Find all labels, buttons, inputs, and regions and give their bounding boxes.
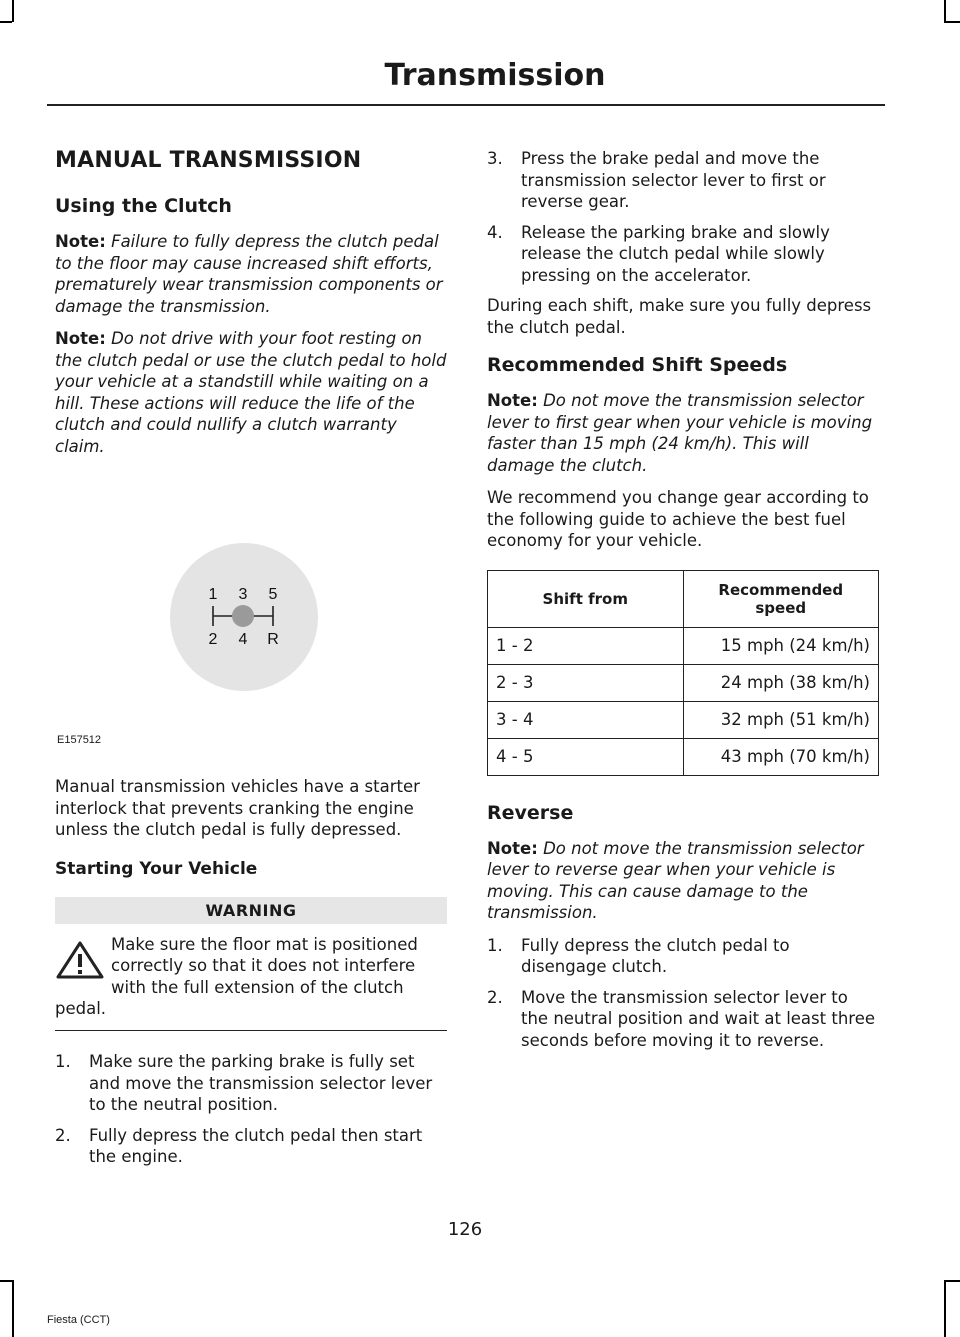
page-header-title: Transmission xyxy=(384,58,606,93)
page-number: 126 xyxy=(447,1219,483,1240)
table-cell: 1 - 2 xyxy=(488,627,684,664)
footer-model: Fiesta (CCT) xyxy=(47,1314,110,1326)
step-number: 2. xyxy=(487,987,503,1007)
note-text: Do not move the transmission selector lever to first gear when your vehicle is moving faster than 15 mph (24 km/h). This will damage the clutch. xyxy=(487,391,873,475)
step-number: 4. xyxy=(487,222,503,242)
right-column xyxy=(487,148,879,1060)
step-text: Make sure the parking brake is fully set and move the transmission selector lever to the neutral position. xyxy=(89,1052,433,1114)
list-item xyxy=(487,222,879,287)
table-row xyxy=(488,738,879,775)
list-item xyxy=(487,987,879,1052)
gear-label: 5 xyxy=(268,586,278,603)
note-label: Note: xyxy=(487,838,538,858)
reverse-title: Reverse xyxy=(487,801,574,824)
note-label: Note: xyxy=(55,329,106,348)
table-cell: 4 - 5 xyxy=(488,738,684,775)
warning-box xyxy=(55,897,447,1032)
left-column xyxy=(55,140,447,1177)
shift-speed-table xyxy=(487,570,879,776)
shift-paragraph: During each shift, make sure you fully depress the clutch pedal. xyxy=(487,296,872,337)
step-text: Fully depress the clutch pedal then start the engine. xyxy=(89,1125,423,1166)
recommended-note xyxy=(487,390,879,476)
gear-pattern-figure xyxy=(55,468,447,768)
list-item xyxy=(55,1051,447,1116)
table-cell: 15 mph (24 km/h) xyxy=(683,627,879,664)
subsection-title: Using the Clutch xyxy=(55,195,232,217)
step-text: Fully depress the clutch pedal to disengage clutch. xyxy=(521,935,790,976)
note-text: Do not drive with your foot resting on the clutch pedal or use the clutch pedal to hold your vehicle at a standstill while waiting on a hill. These actions will reduce the life of the clutch and could nullify a clutch warranty claim. xyxy=(55,329,447,456)
reverse-steps xyxy=(487,935,879,1052)
starting-title: Starting Your Vehicle xyxy=(55,858,258,879)
crop-mark xyxy=(0,1280,12,1282)
step-number: 1. xyxy=(487,935,503,955)
table-cell: 32 mph (51 km/h) xyxy=(683,701,879,738)
warning-text: Make sure the floor mat is positioned correctly so that it does not interfere with the full extension of the clutch pedal. xyxy=(55,934,418,1018)
step-number: 2. xyxy=(55,1125,71,1145)
step-text: Release the parking brake and slowly release the clutch pedal while slowly pressing on the accelerator. xyxy=(521,222,830,285)
table-row xyxy=(488,664,879,701)
table-cell: 43 mph (70 km/h) xyxy=(683,738,879,775)
warning-divider xyxy=(55,1030,447,1032)
list-item xyxy=(487,148,879,213)
recommended-shift-title: Recommended Shift Speeds xyxy=(487,354,788,376)
step-text: Move the transmission selector lever to the neutral position and wait at least three seconds before moving it to reverse. xyxy=(521,987,876,1050)
table-cell: 3 - 4 xyxy=(488,701,684,738)
starting-steps-continued xyxy=(487,148,879,286)
warning-body xyxy=(55,924,447,1020)
gear-label: 4 xyxy=(238,631,248,648)
table-row xyxy=(488,701,879,738)
crop-mark xyxy=(944,21,960,23)
table-cell: 24 mph (38 km/h) xyxy=(683,664,879,701)
step-text: Press the brake pedal and move the transmission selector lever to first or reverse gear. xyxy=(521,149,826,211)
column-header: Recommended speed xyxy=(683,570,879,627)
gear-pattern-diagram xyxy=(170,543,318,691)
note-label: Note: xyxy=(55,232,106,251)
gear-shift-pattern-icon xyxy=(170,543,318,691)
list-item xyxy=(487,935,879,978)
header-divider xyxy=(47,104,885,106)
gear-label: 2 xyxy=(208,631,218,648)
clutch-note-1 xyxy=(55,231,447,317)
crop-mark xyxy=(0,21,12,23)
crop-mark xyxy=(944,1280,960,1282)
recommend-paragraph: We recommend you change gear according to the following guide to achieve the best fuel economy for your vehicle. xyxy=(487,488,869,550)
figure-code: E157512 xyxy=(57,734,102,746)
column-header: Shift from xyxy=(488,570,684,627)
table-row xyxy=(488,627,879,664)
table-cell: 2 - 3 xyxy=(488,664,684,701)
crop-mark xyxy=(12,0,14,22)
warning-title: WARNING xyxy=(55,897,447,924)
note-text: Failure to fully depress the clutch pedal to the floor may cause increased shift efforts, prematurely wear transmission components or damage the transmission. xyxy=(55,232,443,316)
list-item xyxy=(55,1125,447,1168)
reverse-note xyxy=(487,838,879,924)
note-label: Note: xyxy=(487,391,538,410)
interlock-paragraph: Manual transmission vehicles have a starter interlock that prevents cranking the engine unless the clutch pedal is fully depressed. xyxy=(55,777,420,839)
step-number: 1. xyxy=(55,1052,71,1071)
crop-mark xyxy=(944,0,946,22)
starting-steps xyxy=(55,1051,447,1168)
table-header-row xyxy=(488,570,879,627)
clutch-note-2 xyxy=(55,328,447,457)
gear-label: 3 xyxy=(238,586,248,603)
crop-mark xyxy=(12,1280,14,1337)
note-text: Do not move the transmission selector lever to reverse gear when your vehicle is moving. This can cause damage to the transmission. xyxy=(487,838,864,922)
gear-label: R xyxy=(267,631,279,648)
crop-mark xyxy=(944,1280,946,1337)
step-number: 3. xyxy=(487,149,503,168)
section-title: MANUAL TRANSMISSION xyxy=(55,148,362,173)
warning-triangle-icon xyxy=(55,940,105,980)
gear-label: 1 xyxy=(208,586,218,603)
